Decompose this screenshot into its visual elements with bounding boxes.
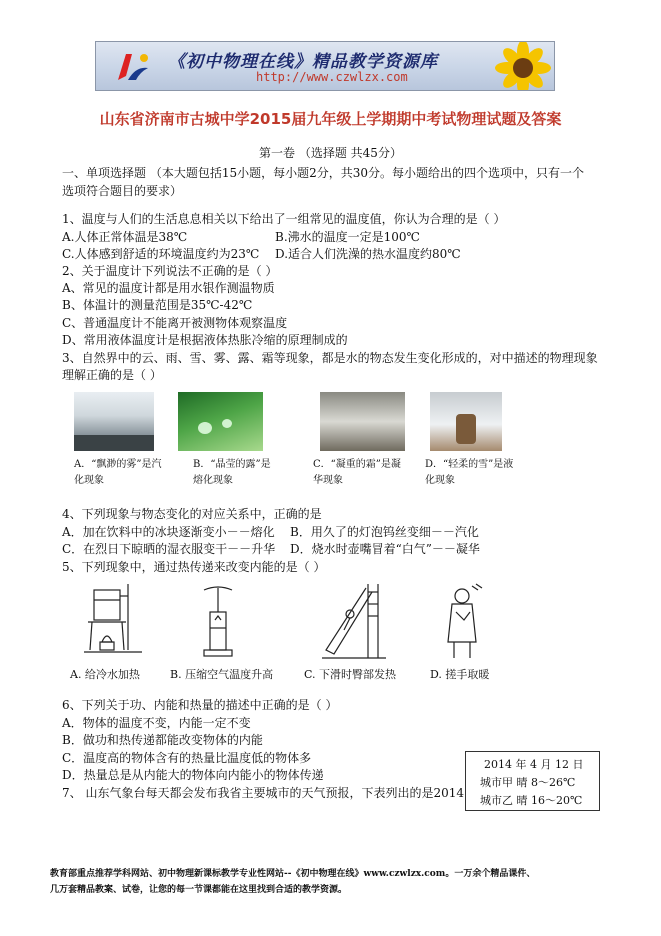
snow-photo: [430, 392, 502, 451]
site-banner: [95, 41, 555, 91]
q1-stem: 1、温度与人们的生活息息相关以下给出了一组常见的温度值，你认为合理的是（ ）: [62, 212, 506, 226]
q6-option-a: A．物体的温度不变，内能一定不变: [62, 716, 251, 730]
heating-water-figure: [82, 582, 152, 662]
q4-stem: 4、下列现象与物态变化的对应关系中，正确的是: [62, 507, 322, 521]
fog-photo: [74, 392, 154, 451]
q6-option-d: D．热量总是从内能大的物体向内能小的物体传递: [62, 768, 324, 782]
air-compression-figure: [198, 582, 238, 662]
q3-caption-c-line-2: 华现象: [313, 475, 343, 486]
q3-caption-b-line-2: 熔化现象: [193, 475, 233, 486]
instructions-line-1: 一、单项选择题 （本大题包括15小题，每小题2分，共30分。每小题给出的四个选项中，只有一个: [62, 166, 584, 180]
q1-option-b: B.沸水的温度一定是100℃: [275, 230, 420, 244]
q1-option-c: C.人体感到舒适的环境温度约为23℃: [62, 247, 260, 261]
q4-option-a: A．加在饮料中的冰块逐渐变小－－熔化: [62, 525, 275, 539]
q2-option-b: B、体温计的测量范围是35℃-42℃: [62, 298, 253, 312]
q2-stem: 2、关于温度计下列说法不正确的是（ ）: [62, 264, 278, 278]
q4-option-c: C．在烈日下晾晒的湿衣服变干－－升华: [62, 542, 276, 556]
q3-caption-d-line-2: 化现象: [425, 475, 455, 486]
weather-table: [465, 751, 600, 811]
q5-caption-c: C. 下滑时臀部发热: [304, 668, 397, 681]
sunflower-image: [488, 41, 555, 91]
q1-option-a: A.人体正常体温是38℃: [62, 230, 188, 244]
page-footer: [50, 866, 610, 898]
q2-option-d: D、常用液体温度计是根据液体热胀冷缩的原理制成的: [62, 333, 348, 347]
document-title: 山东省济南市古城中学2015届九年级上学期期中考试物理试题及答案: [99, 110, 562, 128]
banner-url: http://www.czwlzx.com: [256, 70, 408, 84]
q4-option-d: D．烧水时壶嘴冒着“白气”－－凝华: [290, 542, 480, 556]
q5-stem: 5、下列现象中，通过热传递来改变内能的是（ ）: [62, 560, 326, 574]
footer-line-2: 几万套精品教案、试卷，让您的每一节课都能在这里找到合适的教学资源。: [50, 885, 348, 895]
q5-caption-d: D. 搓手取暖: [430, 668, 490, 681]
q2-option-a: A、常见的温度计都是用水银作测温物质: [62, 281, 275, 295]
q3-stem-line-1: 3、自然界中的云、雨、雪、雾、露、霜等现象，都是水的物态发生变化形成的，对中描述的物理现象: [62, 351, 598, 365]
weather-row-city-b: 城市乙 晴 16～20℃: [480, 794, 583, 807]
q3-stem-line-2: 理解正确的是（ ）: [62, 368, 162, 382]
q6-stem: 6、下列关于功、内能和热量的描述中正确的是（ ）: [62, 698, 338, 712]
q5-caption-a: A. 给冷水加热: [70, 668, 140, 681]
q3-caption-c-line-1: C．“凝重的霜”是凝: [313, 459, 401, 470]
banner-title: 《初中物理在线》精品教学资源库: [168, 52, 438, 72]
site-logo: [110, 46, 158, 86]
q7-stem: 7、 山东气象台每天都会发布我省主要城市的天气预报，下表列出的是2014: [62, 786, 464, 800]
weather-row-city-a: 城市甲 晴 8～26℃: [480, 776, 576, 789]
q3-caption-b-line-1: B．“晶莹的露”是: [193, 459, 271, 470]
q4-option-b: B．用久了的灯泡钨丝变细－－汽化: [290, 525, 479, 539]
q1-option-d: D.适合人们洗澡的热水温度约80℃: [275, 247, 461, 261]
q5-caption-b: B. 压缩空气温度升高: [170, 668, 274, 681]
slide-figure: [320, 580, 390, 662]
q3-caption-a-line-2: 化现象: [74, 475, 104, 486]
q3-caption-d-line-1: D．“轻柔的雪”是液: [425, 459, 514, 470]
q6-option-c: C．温度高的物体含有的热量比温度低的物体多: [62, 751, 312, 765]
dew-photo: [178, 392, 263, 451]
q3-caption-a-line-1: A．“飘渺的雾”是汽: [74, 459, 162, 470]
rubbing-hands-figure: [438, 582, 488, 662]
q6-option-b: B．做功和热传递都能改变物体的内能: [62, 733, 263, 747]
q2-option-c: C、普通温度计不能离开被测物体观察温度: [62, 316, 288, 330]
section-title: 第一卷 （选择题 共45分）: [259, 146, 402, 160]
weather-date: 2014 年 4 月 12 日: [484, 758, 584, 771]
frost-photo: [320, 392, 405, 451]
instructions-line-2: 选项符合题目的要求）: [62, 184, 183, 198]
footer-line-1: 教育部重点推荐学科网站、初中物理新课标教学专业性网站--《初中物理在线》www.czwlzx.com。一万余个精品课件、: [50, 869, 536, 879]
